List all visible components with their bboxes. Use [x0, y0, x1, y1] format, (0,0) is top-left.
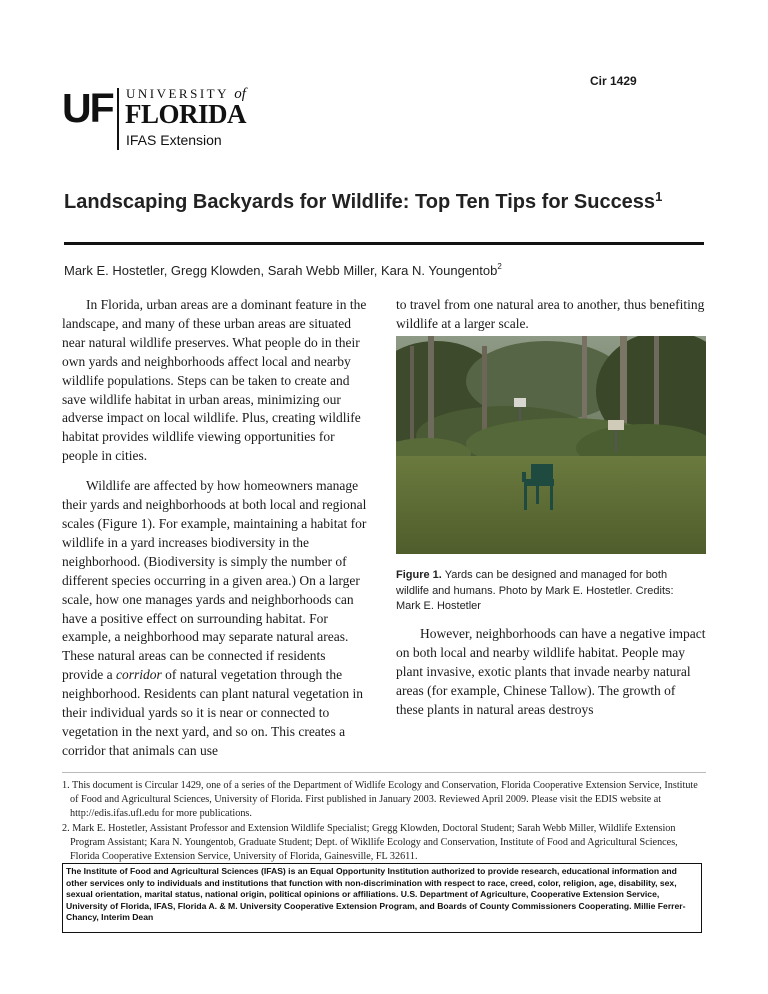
body-column-right-bottom — [396, 625, 706, 731]
body-column-left — [62, 296, 368, 772]
corridor-term: corridor — [115, 667, 162, 683]
footnote-1: 1. This document is Circular 1429, one of a series of the Department of Widlife Ecology and Conservation, Florida Cooperative Extension Service, Institute of Food and Agricultural Sciences, University of Florida. First published in January 2003. Reviewed April 2009. Please visit the EDIS website at http://edis.ifas.ufl.edu for more publications. — [62, 780, 698, 820]
logo-uf-mark: UF — [62, 85, 113, 131]
logo-ifas-extension: IFAS Extension — [126, 132, 222, 148]
figure-1-caption: Figure 1. Yards can be designed and managed for both wildlife and humans. Photo by Mark E. Hostetler. Credits: Mark E. Hostetler — [396, 569, 674, 612]
paragraph-scales-continued: to travel from one natural area to another, thus benefiting wildlife at a larger scale. — [396, 297, 705, 331]
figure-1-photo — [396, 336, 706, 554]
equal-opportunity-statement: The Institute of Food and Agricultural Sciences (IFAS) is an Equal Opportunity Institution authorized to provide research, educational information and other services only to individuals and institutions that function with non-discrimination with respect to race, creed, color, religion, age, disability, sex, sexual orientation, marital status, national origin, political opinions or affiliations. U.S. Department of Agriculture, Cooperative Extension Service, University of Florida, IFAS, Florida A. & M. University Cooperative Extension Program, and Boards of County Commissioners Cooperating. Millie Ferrer-Chancy, Interim Dean — [62, 863, 702, 933]
logo-divider — [117, 88, 119, 150]
circular-number: Cir 1429 — [590, 74, 637, 88]
title-footnote-marker: 1 — [655, 189, 663, 204]
paragraph-negative-impact: However, neighborhoods can have a negative impact on both local and nearby wildlife habitat. People may plant invasive, exotic plants that invade nearby natural areas (for example, Chinese Tallow). The growth of these plants in natural areas destroys — [396, 626, 706, 717]
uf-ifas-logo — [62, 86, 282, 152]
footnote-rule — [62, 772, 706, 773]
footnotes — [62, 779, 706, 864]
authors-line: Mark E. Hostetler, Gregg Klowden, Sarah Webb Miller, Kara N. Youngentob$^2$ — [64, 262, 502, 278]
footnote-2: 2. Mark E. Hostetler, Assistant Professor and Extension Wildlife Specialist; Gregg Klowden, Doctoral Student; Sarah Webb Miller, Wildlife Extension Program Assistant; Kara N. Youngentob, Graduate Student; Dept. of Wikllife Ecology and Conservation, Institute of Food and Agricultural Sciences, Florida Cooperative Extension Service, University of Florida, Gainesville, FL 32611. — [62, 822, 678, 863]
authors-footnote-marker: 2 — [497, 262, 502, 271]
document-title: Landscaping Backyards for Wildlife: Top Ten Tips for Success$^1$ — [64, 189, 663, 213]
paragraph-scales: Wildlife are affected by how homeowners manage their yards and neighborhoods at both local and regional scales (Figure 1). For example, maintaining a habitat for wildlife in a yard increases biodiversity in the neighborhood. (Biodiversity is simply the number of different species occurring in a given area.) On a larger scale, how one manages yards and neighborhoods can have a positive effect on surrounding habitat. For example, a neighborhood may separate natural areas. These natural areas can be connected if residents provide a corridor of natural vegetation through the neighborhood. Residents can plant natural vegetation in their individual yards so it is near or connected to vegetation in the next yard, and so on. This creates a corridor that animals can use — [62, 478, 367, 758]
figure-label: Figure 1. — [396, 569, 442, 581]
logo-florida: FLORIDA — [125, 99, 247, 129]
paragraph-intro: In Florida, urban areas are a dominant feature in the landscape, and many of these urban areas are situated near natural wildlife preserves. What people do in their own yards and neighborhoods affect local and nearby wildlife populations. Steps can be taken to create and save wildlife habitat in urban areas, minimizing our adverse impact on local wildlife. Plus, creating wildlife habitat provides wildlife viewing opportunities for people in cities. — [62, 297, 367, 464]
title-rule — [64, 242, 704, 245]
logo-university: UNIVERSITY of — [126, 86, 246, 102]
